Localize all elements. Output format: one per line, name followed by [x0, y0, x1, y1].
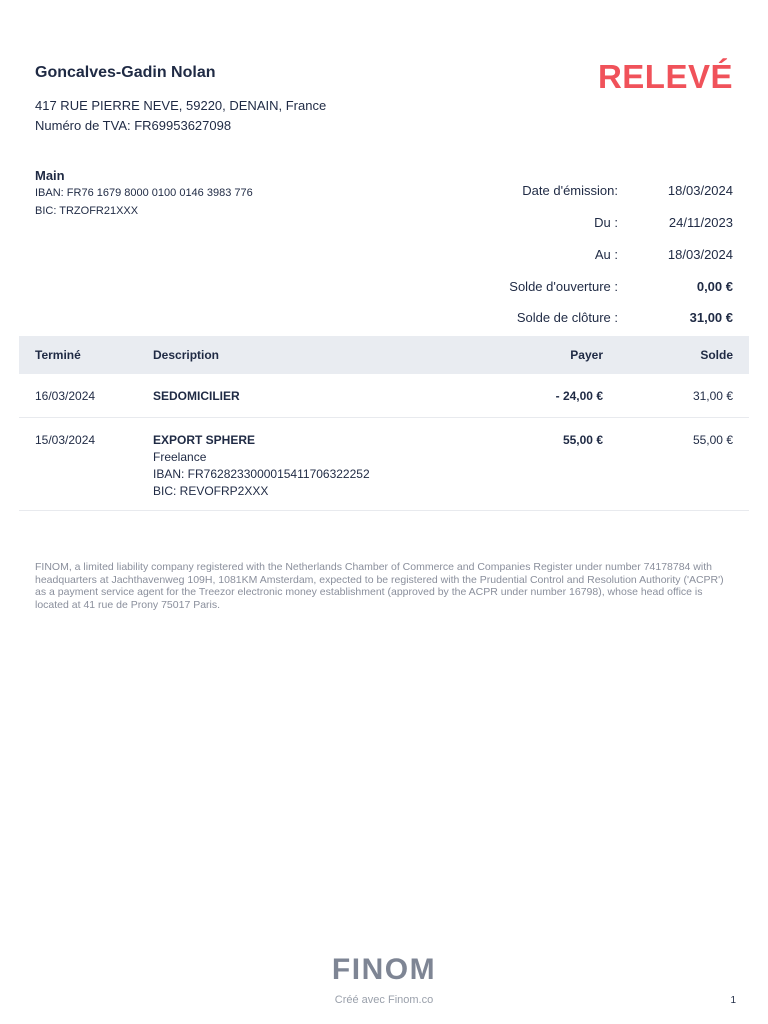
account-iban: IBAN: FR76 1679 8000 0100 0146 3983 776	[35, 187, 253, 199]
period-end-row	[403, 244, 733, 264]
table-row	[19, 418, 749, 511]
issue-date-value: 18/03/2024	[667, 182, 733, 198]
row-solde: 31,00 €	[692, 389, 733, 403]
header-description: Description	[153, 348, 220, 362]
period-start-label: Du :	[594, 214, 618, 230]
finom-logo	[0, 953, 768, 987]
period-end-value: 18/03/2024	[667, 246, 733, 262]
vat-number: Numéro de TVA: FR69953627098	[35, 118, 232, 133]
closing-balance-row	[403, 307, 733, 327]
row-description-iban: IBAN: FR7628233000015411706322252	[153, 467, 370, 481]
closing-balance-label: Solde de clôture :	[516, 309, 618, 325]
row-description-title: EXPORT SPHERE	[153, 433, 256, 447]
period-start-value: 24/11/2023	[668, 214, 733, 230]
header-date: Terminé	[35, 348, 81, 362]
transactions-table	[19, 336, 749, 511]
account-bic: BIC: TRZOFR21XXX	[35, 205, 139, 217]
row-payer: - 24,00 €	[555, 389, 603, 403]
issue-date-row	[403, 180, 733, 200]
row-description-bic: BIC: REVOFRP2XXX	[153, 484, 269, 498]
closing-balance-value: 31,00 €	[689, 309, 733, 325]
row-description	[153, 388, 453, 405]
account-holder-name: Goncalves-Gadin Nolan	[35, 64, 216, 81]
opening-balance-label: Solde d'ouverture :	[509, 278, 618, 294]
brand-wordmark: FINOM	[331, 953, 437, 986]
row-payer: 55,00 €	[562, 433, 603, 447]
row-solde: 55,00 €	[692, 433, 733, 447]
row-description-detail: Freelance	[153, 450, 207, 464]
opening-balance-value: 0,00 €	[696, 278, 733, 294]
legal-disclaimer: FINOM, a limited liability company registered with the Netherlands Chamber of Commerce and Companies Register under number 74178784 with headquarters at Jachthavenweg 109H, 1081KM Amsterdam, expected to be registered with the Prudential Control and Resolution Authority ('ACPR') as a payment service agent for the Treezor electronic money establishment (approved by the ACPR under number 16798), whose head office is located at 41 rue de Prony 75017 Paris.	[35, 561, 724, 611]
header-solde: Solde	[700, 348, 733, 362]
row-description	[153, 432, 453, 500]
period-end-label: Au :	[594, 246, 618, 262]
holder-address: 417 RUE PIERRE NEVE, 59220, DENAIN, France	[35, 98, 327, 113]
row-date: 15/03/2024	[35, 433, 96, 447]
page-number: 1	[730, 995, 736, 1006]
opening-balance-row	[403, 276, 733, 296]
account-name: Main	[35, 168, 65, 183]
row-description-title: SEDOMICILIER	[153, 389, 240, 403]
created-with-link[interactable]: Créé avec Finom.co	[334, 994, 434, 1006]
document-title: RELEVÉ	[597, 58, 733, 95]
row-date: 16/03/2024	[35, 389, 96, 403]
header-payer: Payer	[570, 348, 603, 362]
issue-date-label: Date d'émission:	[522, 182, 618, 198]
period-start-row	[403, 212, 733, 232]
